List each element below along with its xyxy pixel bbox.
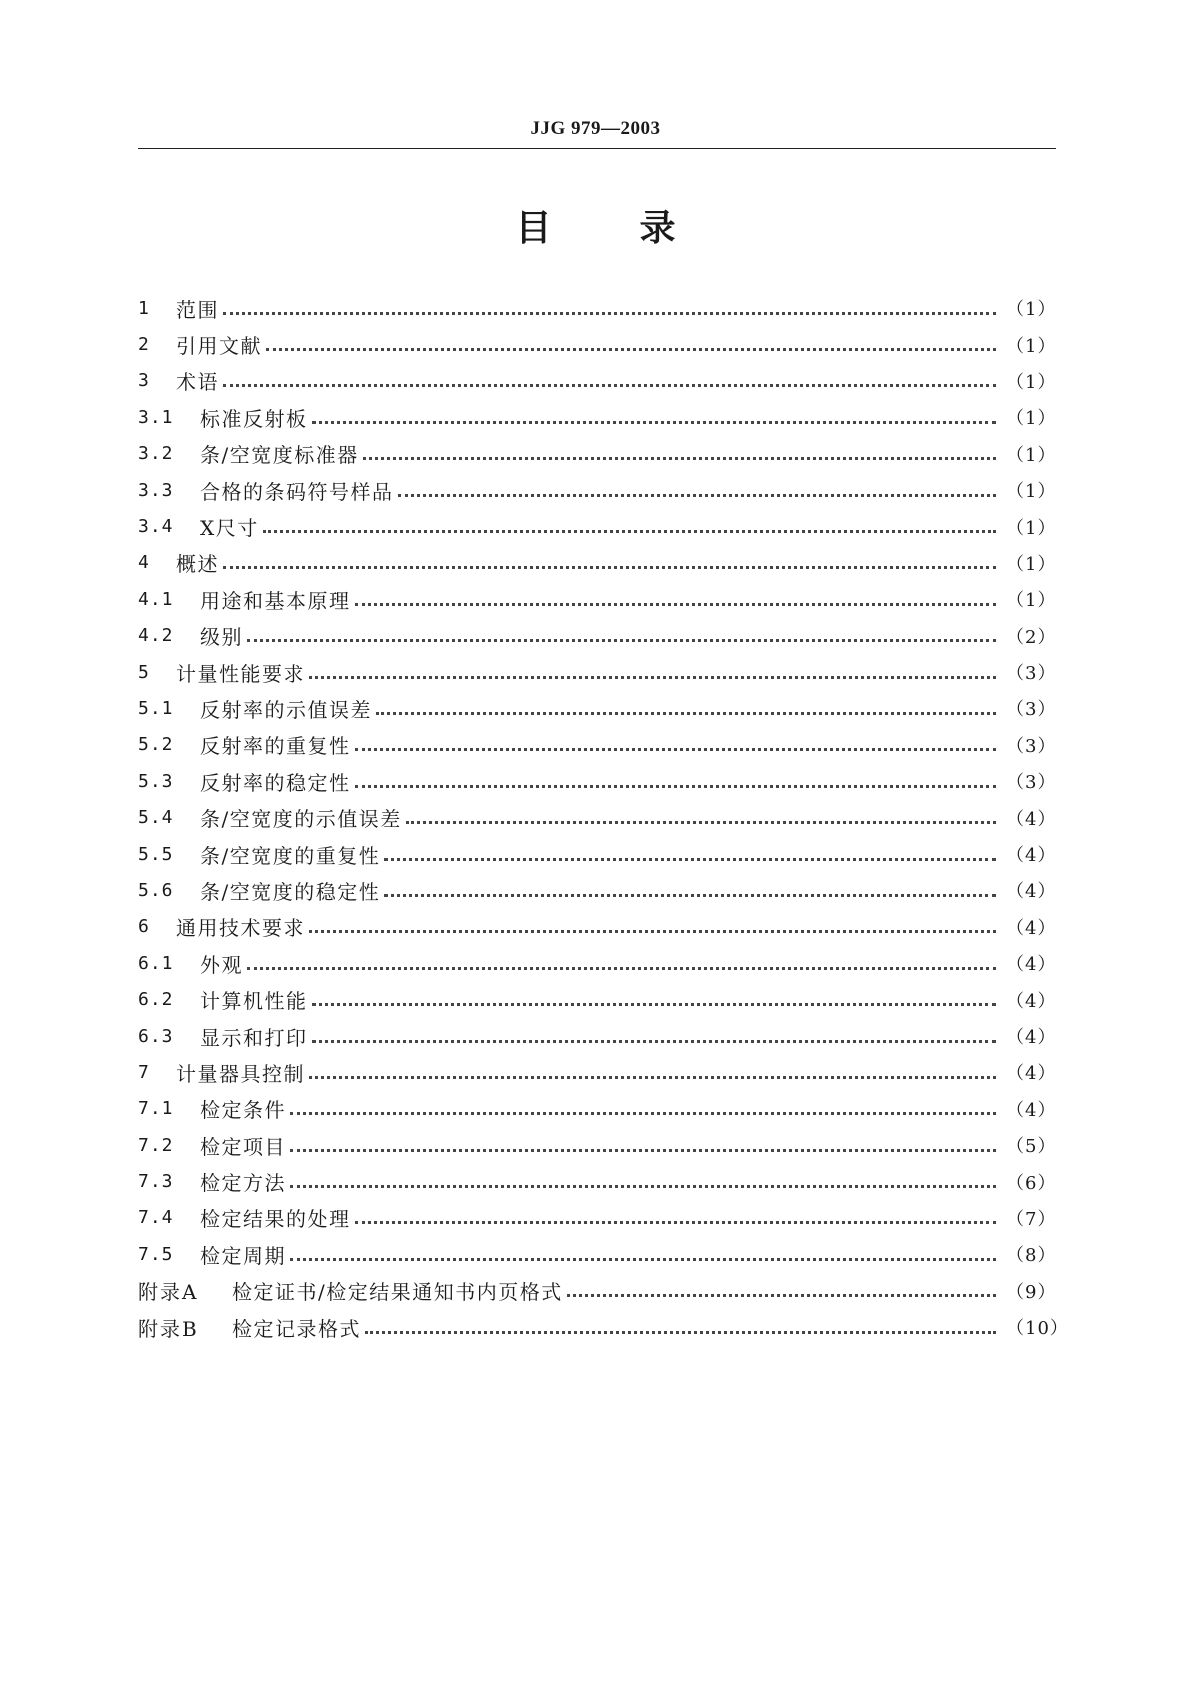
- toc-entry-number: 4.1: [138, 588, 174, 610]
- toc-entry[interactable]: [138, 945, 1056, 981]
- toc-entry-number: 6: [138, 916, 150, 938]
- toc-entry-title: 条/空宽度标准器: [200, 443, 359, 468]
- toc-entry-number: 5.1: [138, 697, 174, 719]
- toc-entry-title: 反射率的示值误差: [200, 697, 372, 722]
- toc-entry-title: 计算机性能: [200, 989, 308, 1014]
- toc-entry-number: 3.3: [138, 479, 174, 501]
- toc-entry[interactable]: [138, 1309, 1069, 1345]
- toc-entry-number: 附录B: [138, 1316, 199, 1341]
- toc-entry[interactable]: [138, 654, 1056, 690]
- toc-entry-number: 7.4: [138, 1207, 174, 1229]
- toc-entry[interactable]: [138, 1163, 1056, 1199]
- toc-entry[interactable]: [138, 290, 1056, 326]
- toc-entry-number: 7: [138, 1061, 150, 1083]
- toc-dot-leader: [290, 1185, 996, 1188]
- toc-dot-leader: [309, 930, 996, 933]
- toc-entry-title: 用途和基本原理: [200, 588, 351, 613]
- toc-dot-leader: [365, 1331, 996, 1334]
- toc-entry-number: 4.2: [138, 625, 174, 647]
- toc-entry-page: （1）: [1006, 335, 1057, 357]
- toc-entry[interactable]: [138, 872, 1056, 908]
- toc-entry-page: （1）: [1006, 444, 1057, 466]
- toc-entry[interactable]: [138, 363, 1056, 399]
- toc-entry-page: （4）: [1006, 808, 1057, 830]
- toc-entry[interactable]: [138, 799, 1056, 835]
- toc-entry-page: （4）: [1006, 881, 1057, 903]
- toc-entry-title: 检定周期: [200, 1243, 286, 1268]
- toc-entry[interactable]: [138, 618, 1056, 654]
- toc-entry-title: 检定条件: [200, 1098, 286, 1123]
- toc-entry[interactable]: [138, 727, 1056, 763]
- toc-entry-page: （4）: [1006, 954, 1057, 976]
- toc-entry-page: （4）: [1006, 1027, 1057, 1048]
- toc-entry[interactable]: [138, 1091, 1056, 1127]
- toc-entry-number: 6.1: [138, 952, 174, 974]
- toc-entry-title: 计量性能要求: [176, 661, 305, 686]
- toc-entry[interactable]: [138, 508, 1056, 544]
- toc-entry-page: （1）: [1006, 590, 1057, 612]
- toc-dot-leader: [309, 676, 996, 679]
- toc-entry-title: 检定项目: [200, 1134, 286, 1159]
- toc-dot-leader: [309, 1076, 996, 1079]
- toc-entry-title: 条/空宽度的稳定性: [200, 879, 381, 904]
- page-title-part-2: 录: [639, 208, 676, 249]
- page-title: [0, 200, 1191, 251]
- table-of-contents: [138, 290, 1069, 1345]
- toc-entry-number: 7.1: [138, 1098, 174, 1120]
- toc-dot-leader: [355, 603, 997, 606]
- toc-dot-leader: [223, 312, 996, 315]
- toc-entry-number: 7.2: [138, 1134, 174, 1156]
- toc-entry-title: 反射率的稳定性: [200, 770, 351, 795]
- toc-entry-title: 检定方法: [200, 1171, 286, 1196]
- toc-entry-number: 1: [138, 297, 150, 319]
- toc-entry[interactable]: [138, 690, 1056, 726]
- toc-dot-leader: [384, 858, 996, 861]
- toc-entry-page: （3）: [1006, 735, 1057, 757]
- toc-entry-title: 范围: [176, 297, 219, 322]
- toc-dot-leader: [355, 1221, 997, 1224]
- toc-entry-number: 2: [138, 334, 150, 356]
- toc-dot-leader: [223, 566, 996, 569]
- toc-entry-title: 引用文献: [176, 334, 262, 359]
- toc-entry-page: （5）: [1006, 1136, 1057, 1158]
- toc-entry[interactable]: [138, 1200, 1056, 1236]
- toc-dot-leader: [398, 494, 997, 497]
- toc-entry-title: 概述: [176, 552, 219, 577]
- toc-entry[interactable]: [138, 836, 1056, 872]
- toc-dot-leader: [363, 457, 996, 460]
- document-code: JJG 979—2003: [530, 118, 661, 139]
- toc-entry-title: 条/空宽度的示值误差: [200, 807, 402, 832]
- toc-entry[interactable]: [138, 1273, 1056, 1309]
- toc-entry-page: （2）: [1006, 626, 1057, 648]
- toc-dot-leader: [263, 530, 996, 533]
- toc-entry[interactable]: [138, 1018, 1056, 1054]
- toc-entry-number: 附录A: [138, 1280, 199, 1305]
- toc-dot-leader: [312, 421, 997, 424]
- toc-dot-leader: [406, 821, 996, 824]
- toc-entry[interactable]: [138, 1127, 1056, 1163]
- toc-entry[interactable]: [138, 1054, 1056, 1090]
- toc-entry-page: （3）: [1006, 772, 1057, 794]
- toc-entry-number: 5.6: [138, 879, 174, 901]
- toc-entry-page: （1）: [1006, 481, 1057, 503]
- toc-entry-number: 5.3: [138, 770, 174, 792]
- toc-entry-number: 5.4: [138, 807, 174, 829]
- toc-entry[interactable]: [138, 399, 1056, 435]
- toc-entry-page: （4）: [1006, 1063, 1057, 1085]
- toc-entry-page: （4）: [1006, 845, 1057, 867]
- toc-entry-page: （7）: [1006, 1208, 1057, 1230]
- toc-dot-leader: [355, 785, 997, 788]
- toc-entry-number: 3.1: [138, 406, 174, 428]
- toc-entry-number: 5.2: [138, 734, 174, 756]
- toc-dot-leader: [384, 894, 996, 897]
- toc-entry-number: 5: [138, 661, 150, 683]
- toc-entry-page: （3）: [1006, 699, 1057, 721]
- toc-entry-number: 4: [138, 552, 150, 574]
- toc-entry-page: （8）: [1006, 1245, 1057, 1267]
- header-divider: [138, 148, 1056, 149]
- toc-dot-leader: [247, 639, 996, 642]
- toc-entry-page: （3）: [1006, 663, 1057, 685]
- toc-entry[interactable]: [138, 763, 1056, 799]
- toc-entry-number: 3: [138, 370, 150, 392]
- toc-dot-leader: [290, 1112, 996, 1115]
- toc-entry-title: 检定结果的处理: [200, 1207, 351, 1232]
- toc-entry-number: 3.4: [138, 516, 174, 538]
- toc-entry-page: （4）: [1006, 990, 1057, 1012]
- toc-entry-title: 通用技术要求: [176, 916, 305, 941]
- toc-entry[interactable]: [138, 1236, 1056, 1272]
- toc-entry-number: 7.3: [138, 1171, 174, 1193]
- toc-dot-leader: [266, 348, 996, 351]
- toc-entry-title: 条/空宽度的重复性: [200, 843, 381, 868]
- toc-dot-leader: [355, 748, 997, 751]
- toc-entry-title: 术语: [176, 370, 219, 395]
- toc-dot-leader: [312, 1003, 997, 1006]
- toc-entry-title: 计量器具控制: [176, 1061, 305, 1086]
- toc-entry-page: （10）: [1006, 1318, 1069, 1340]
- toc-entry-title: X尺寸: [200, 516, 259, 541]
- toc-entry-title: 检定证书/检定结果通知书内页格式: [232, 1280, 563, 1305]
- toc-entry-page: （4）: [1006, 917, 1057, 939]
- toc-entry-title: 显示和打印: [200, 1025, 308, 1050]
- toc-entry[interactable]: [138, 472, 1056, 508]
- toc-entry-number: 7.5: [138, 1243, 174, 1265]
- toc-entry-number: 5.5: [138, 843, 174, 865]
- toc-entry[interactable]: [138, 909, 1056, 945]
- toc-entry[interactable]: [138, 581, 1056, 617]
- toc-entry[interactable]: [138, 326, 1056, 362]
- toc-dot-leader: [223, 384, 996, 387]
- toc-entry-page: （1）: [1006, 517, 1057, 539]
- toc-entry[interactable]: [138, 981, 1056, 1017]
- toc-entry-page: （1）: [1006, 299, 1057, 321]
- toc-dot-leader: [567, 1294, 996, 1297]
- toc-entry-title: 合格的条码符号样品: [200, 479, 394, 504]
- toc-dot-leader: [312, 1040, 997, 1043]
- toc-dot-leader: [290, 1149, 996, 1152]
- toc-entry-number: 6.2: [138, 989, 174, 1011]
- toc-dot-leader: [247, 967, 996, 970]
- toc-entry-title: 外观: [200, 952, 243, 977]
- toc-entry-page: （4）: [1006, 1099, 1057, 1121]
- toc-entry-page: （1）: [1006, 371, 1057, 393]
- toc-entry-page: （6）: [1006, 1172, 1057, 1194]
- toc-entry-page: （1）: [1006, 408, 1057, 430]
- toc-entry-page: （9）: [1006, 1281, 1057, 1303]
- toc-entry-number: 3.2: [138, 443, 174, 465]
- toc-dot-leader: [376, 712, 996, 715]
- toc-entry-title: 级别: [200, 625, 243, 650]
- page-title-part-1: 目: [515, 208, 552, 249]
- toc-entry-title: 检定记录格式: [232, 1316, 361, 1341]
- toc-entry[interactable]: [138, 545, 1056, 581]
- toc-entry-page: （1）: [1006, 553, 1057, 575]
- toc-entry-title: 反射率的重复性: [200, 734, 351, 759]
- toc-dot-leader: [290, 1258, 996, 1261]
- toc-entry-title: 标准反射板: [200, 406, 308, 431]
- toc-entry[interactable]: [138, 436, 1056, 472]
- toc-entry-number: 6.3: [138, 1025, 174, 1047]
